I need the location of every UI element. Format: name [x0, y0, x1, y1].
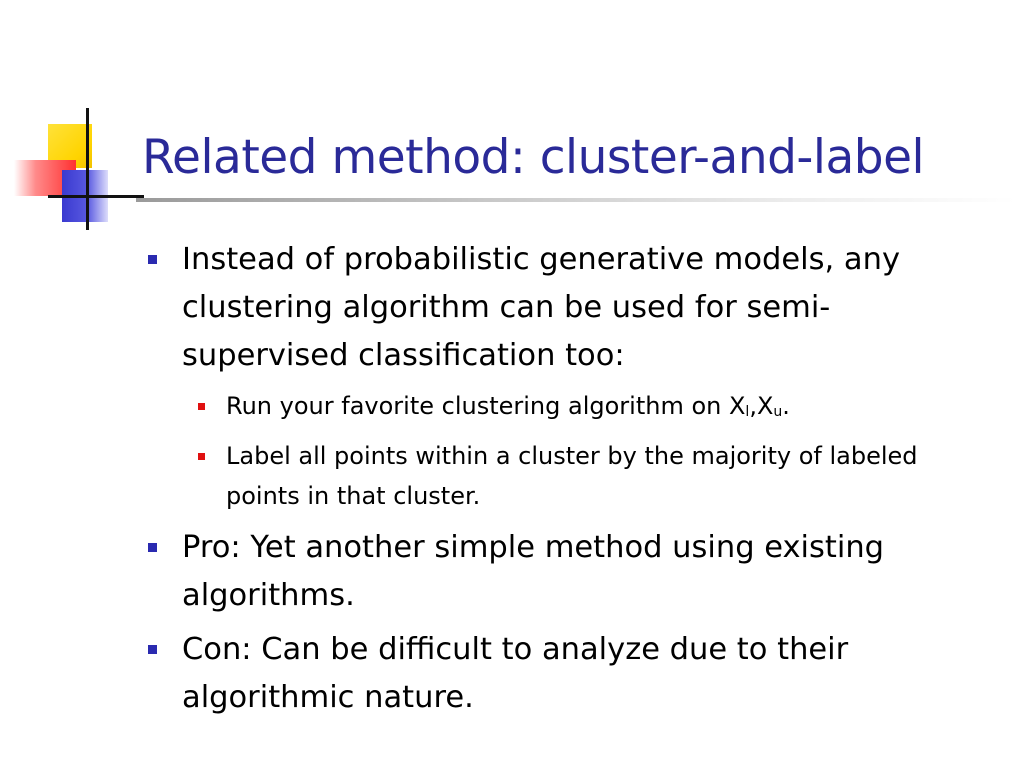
- slide-body: [146, 236, 986, 728]
- bullet-text: Con: Can be difficult to analyze due to their algorithmic nature.: [182, 632, 849, 715]
- square-bullet-icon: [198, 453, 205, 460]
- sub-bullet-item: [146, 386, 986, 432]
- title-underline: [136, 198, 1016, 202]
- square-bullet-icon: [148, 255, 157, 264]
- sub-bullet-text: Run your favorite clustering algorithm on $X_l,X_u$.: [226, 392, 790, 420]
- bullet-item: [146, 236, 986, 380]
- bullet-item: [146, 626, 986, 722]
- logo-horizontal-line: [48, 195, 144, 198]
- bullet-text: Pro: Yet another simple method using existing algorithms.: [182, 530, 885, 613]
- logo-vertical-line: [86, 108, 89, 230]
- square-bullet-icon: [148, 645, 157, 654]
- square-bullet-icon: [148, 543, 157, 552]
- bullet-item: [146, 524, 986, 620]
- sub-bullet-item: [146, 436, 986, 516]
- square-bullet-icon: [198, 403, 205, 410]
- sub-bullet-text: Label all points within a cluster by the majority of labeled points in that cluster.: [226, 442, 918, 510]
- slide-title: Related method: cluster-and-label: [142, 130, 925, 185]
- bullet-text: Instead of probabilistic generative models, any clustering algorithm can be used for semi-supervised classification too:: [182, 242, 901, 373]
